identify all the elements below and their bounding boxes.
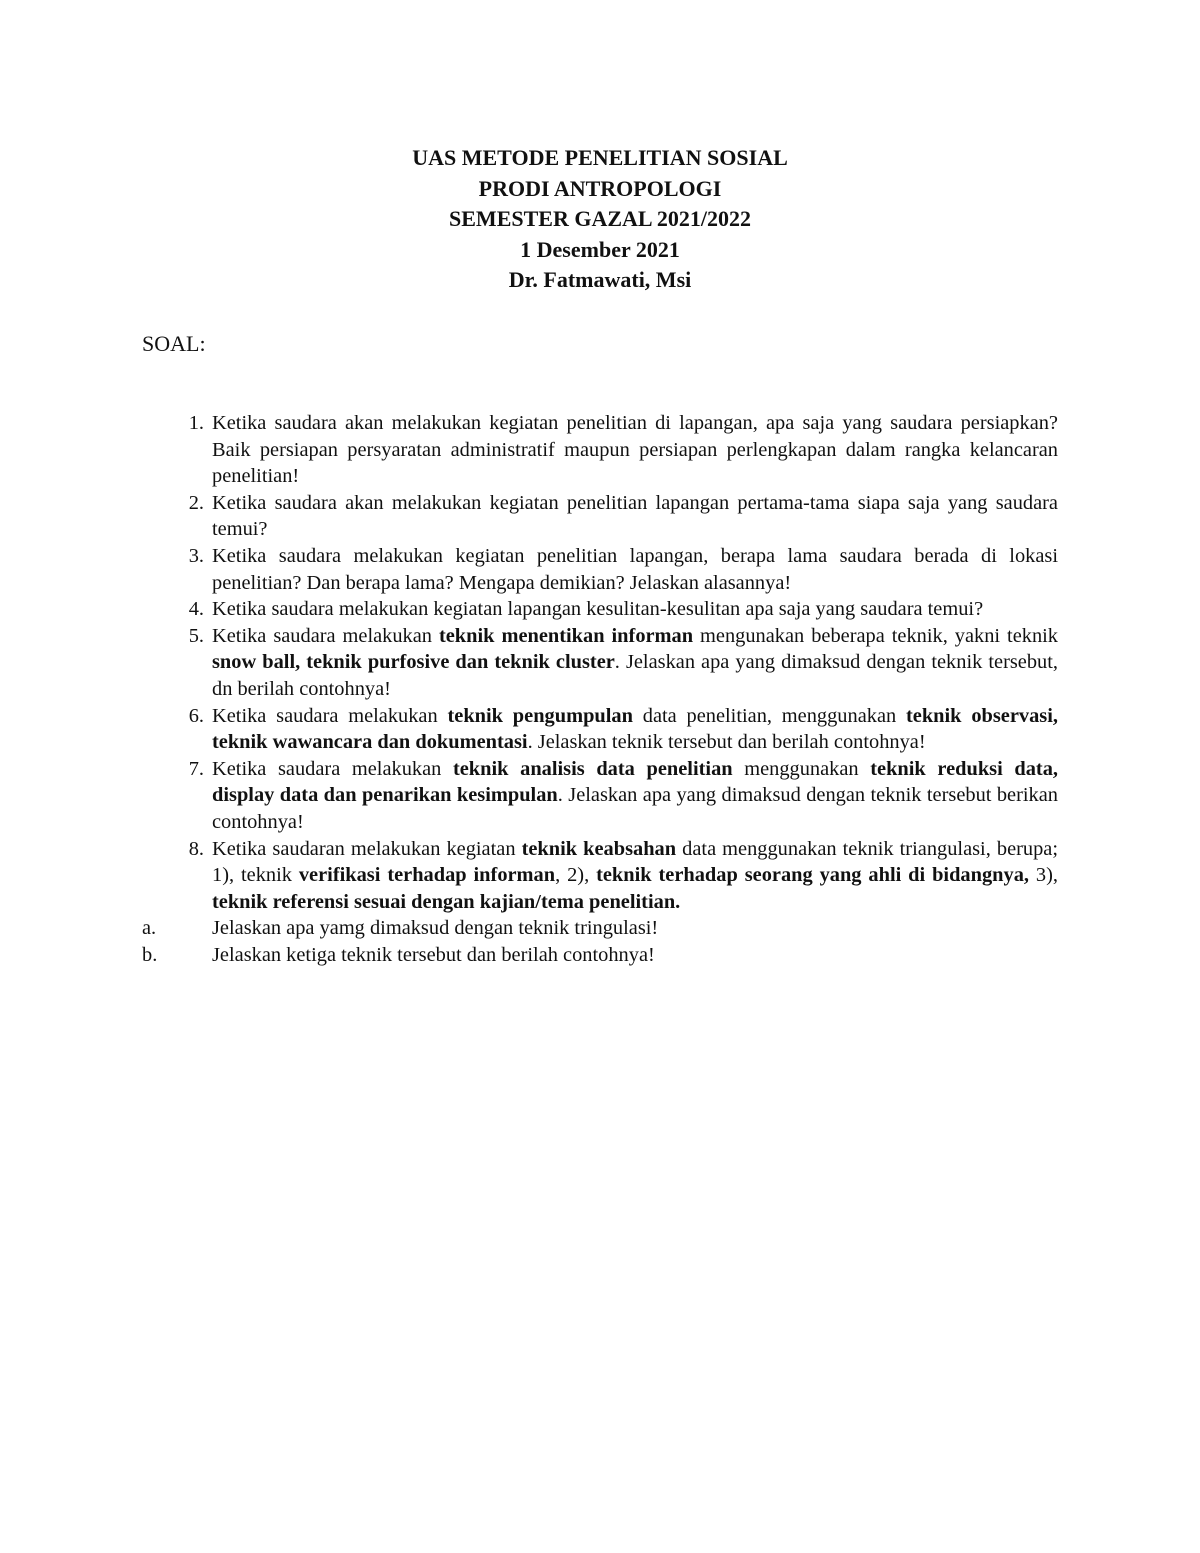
question-text: data menggunakan teknik triangulasi, berupa; 1), teknik xyxy=(212,837,1059,887)
question-bold-text: teknik pengumpulan xyxy=(447,704,633,727)
question-text: Ketika saudara melakukan xyxy=(212,624,439,647)
sub-item-text: Jelaskan apa yamg dimaksud dengan teknik tringulasi! xyxy=(212,917,659,940)
question-bold-text: verifikasi terhadap informan xyxy=(298,864,556,887)
question-text: Ketika saudara akan melakukan kegiatan penelitian lapangan pertama-tama siapa saja yang saudara temui? xyxy=(212,491,1058,541)
question-text: Ketika saudaran melakukan kegiatan xyxy=(212,837,522,860)
question-item-1 xyxy=(188,410,1058,490)
question-number: 7. xyxy=(188,757,204,780)
question-bold-text: teknik terhadap seorang yang ahli di bidangnya, xyxy=(596,864,1029,887)
question-number: 2. xyxy=(188,491,204,514)
document-header xyxy=(0,143,1200,296)
question-bold-text: teknik observasi, teknik wawancara dan dokumentasi xyxy=(212,704,1058,754)
question-text: 3), xyxy=(1028,864,1058,887)
program-name: PRODI ANTROPOLOGI xyxy=(478,175,722,201)
exam-date: 1 Desember 2021 xyxy=(520,236,680,262)
semester-label: SEMESTER GAZAL 2021/2022 xyxy=(449,206,751,231)
question-text: . Jelaskan apa yang dimaksud dengan teknik tersebut berikan contohnya! xyxy=(212,784,1058,833)
question-text: , 2), xyxy=(555,864,597,887)
question-text: Ketika saudara melakukan xyxy=(212,704,448,727)
sub-item-letter: b. xyxy=(142,943,158,966)
question-bold-text: teknik analisis data penelitian xyxy=(452,757,733,780)
question-item-7 xyxy=(188,756,1059,836)
question-number: 6. xyxy=(188,704,204,727)
question-text: Ketika saudara akan melakukan kegiatan penelitian di lapangan, apa saja yang saudara persiapkan? Baik persiapan persyaratan administratif maupun persiapan perlengkapan dalam rangka kelancaran penelitian! xyxy=(212,412,1058,488)
question-bold-text: teknik reduksi data, display data dan penarikan kesimpulan xyxy=(212,757,1059,807)
sub-item-letter: a. xyxy=(142,917,157,940)
exam-title: UAS METODE PENELITIAN SOSIAL xyxy=(412,145,788,170)
sub-item-text: Jelaskan ketiga teknik tersebut dan berilah contohnya! xyxy=(212,943,655,966)
question-bold-text: teknik referensi sesuai dengan kajian/tema penelitian. xyxy=(212,890,681,913)
question-number: 4. xyxy=(188,598,204,621)
question-number: 5. xyxy=(188,624,204,647)
question-item-6 xyxy=(188,703,1058,756)
question-text: menggunakan xyxy=(732,757,871,780)
question-text: data penelitian, menggunakan xyxy=(632,704,906,727)
question-bold-text: snow ball, teknik purfosive dan teknik cluster xyxy=(212,651,615,674)
sub-item-a xyxy=(142,915,1058,942)
question-number: 8. xyxy=(188,837,204,860)
question-text: . Jelaskan teknik tersebut dan berilah contohnya! xyxy=(527,731,926,754)
question-list xyxy=(142,410,1059,968)
sub-item-b xyxy=(142,942,1058,969)
question-item-4 xyxy=(188,596,1058,623)
question-item-3 xyxy=(188,543,1058,596)
question-text: . Jelaskan apa yang dimaksud dengan teknik tersebut, dn berilah contohnya! xyxy=(212,651,1058,700)
question-item-5 xyxy=(188,623,1058,703)
question-item-2 xyxy=(188,490,1058,543)
question-text: Ketika saudara melakukan kegiatan lapangan kesulitan-kesulitan apa saja yang saudara temui? xyxy=(212,598,984,621)
question-number: 1. xyxy=(188,412,204,434)
question-text: mengunakan beberapa teknik, yakni teknik xyxy=(693,624,1058,647)
question-number: 3. xyxy=(188,544,204,567)
question-text: Ketika saudara melakukan kegiatan penelitian lapangan, berapa lama saudara berada di lokasi penelitian? Dan berapa lama? Mengapa demikian? Jelaskan alasannya! xyxy=(212,544,1058,594)
question-bold-text: teknik keabsahan xyxy=(521,837,677,860)
soal-heading: SOAL: xyxy=(142,331,206,356)
question-text: Ketika saudara melakukan xyxy=(212,757,453,780)
question-bold-text: teknik menentikan informan xyxy=(438,624,694,647)
question-item-8 xyxy=(188,836,1059,916)
lecturer-name: Dr. Fatmawati, Msi xyxy=(508,267,692,292)
